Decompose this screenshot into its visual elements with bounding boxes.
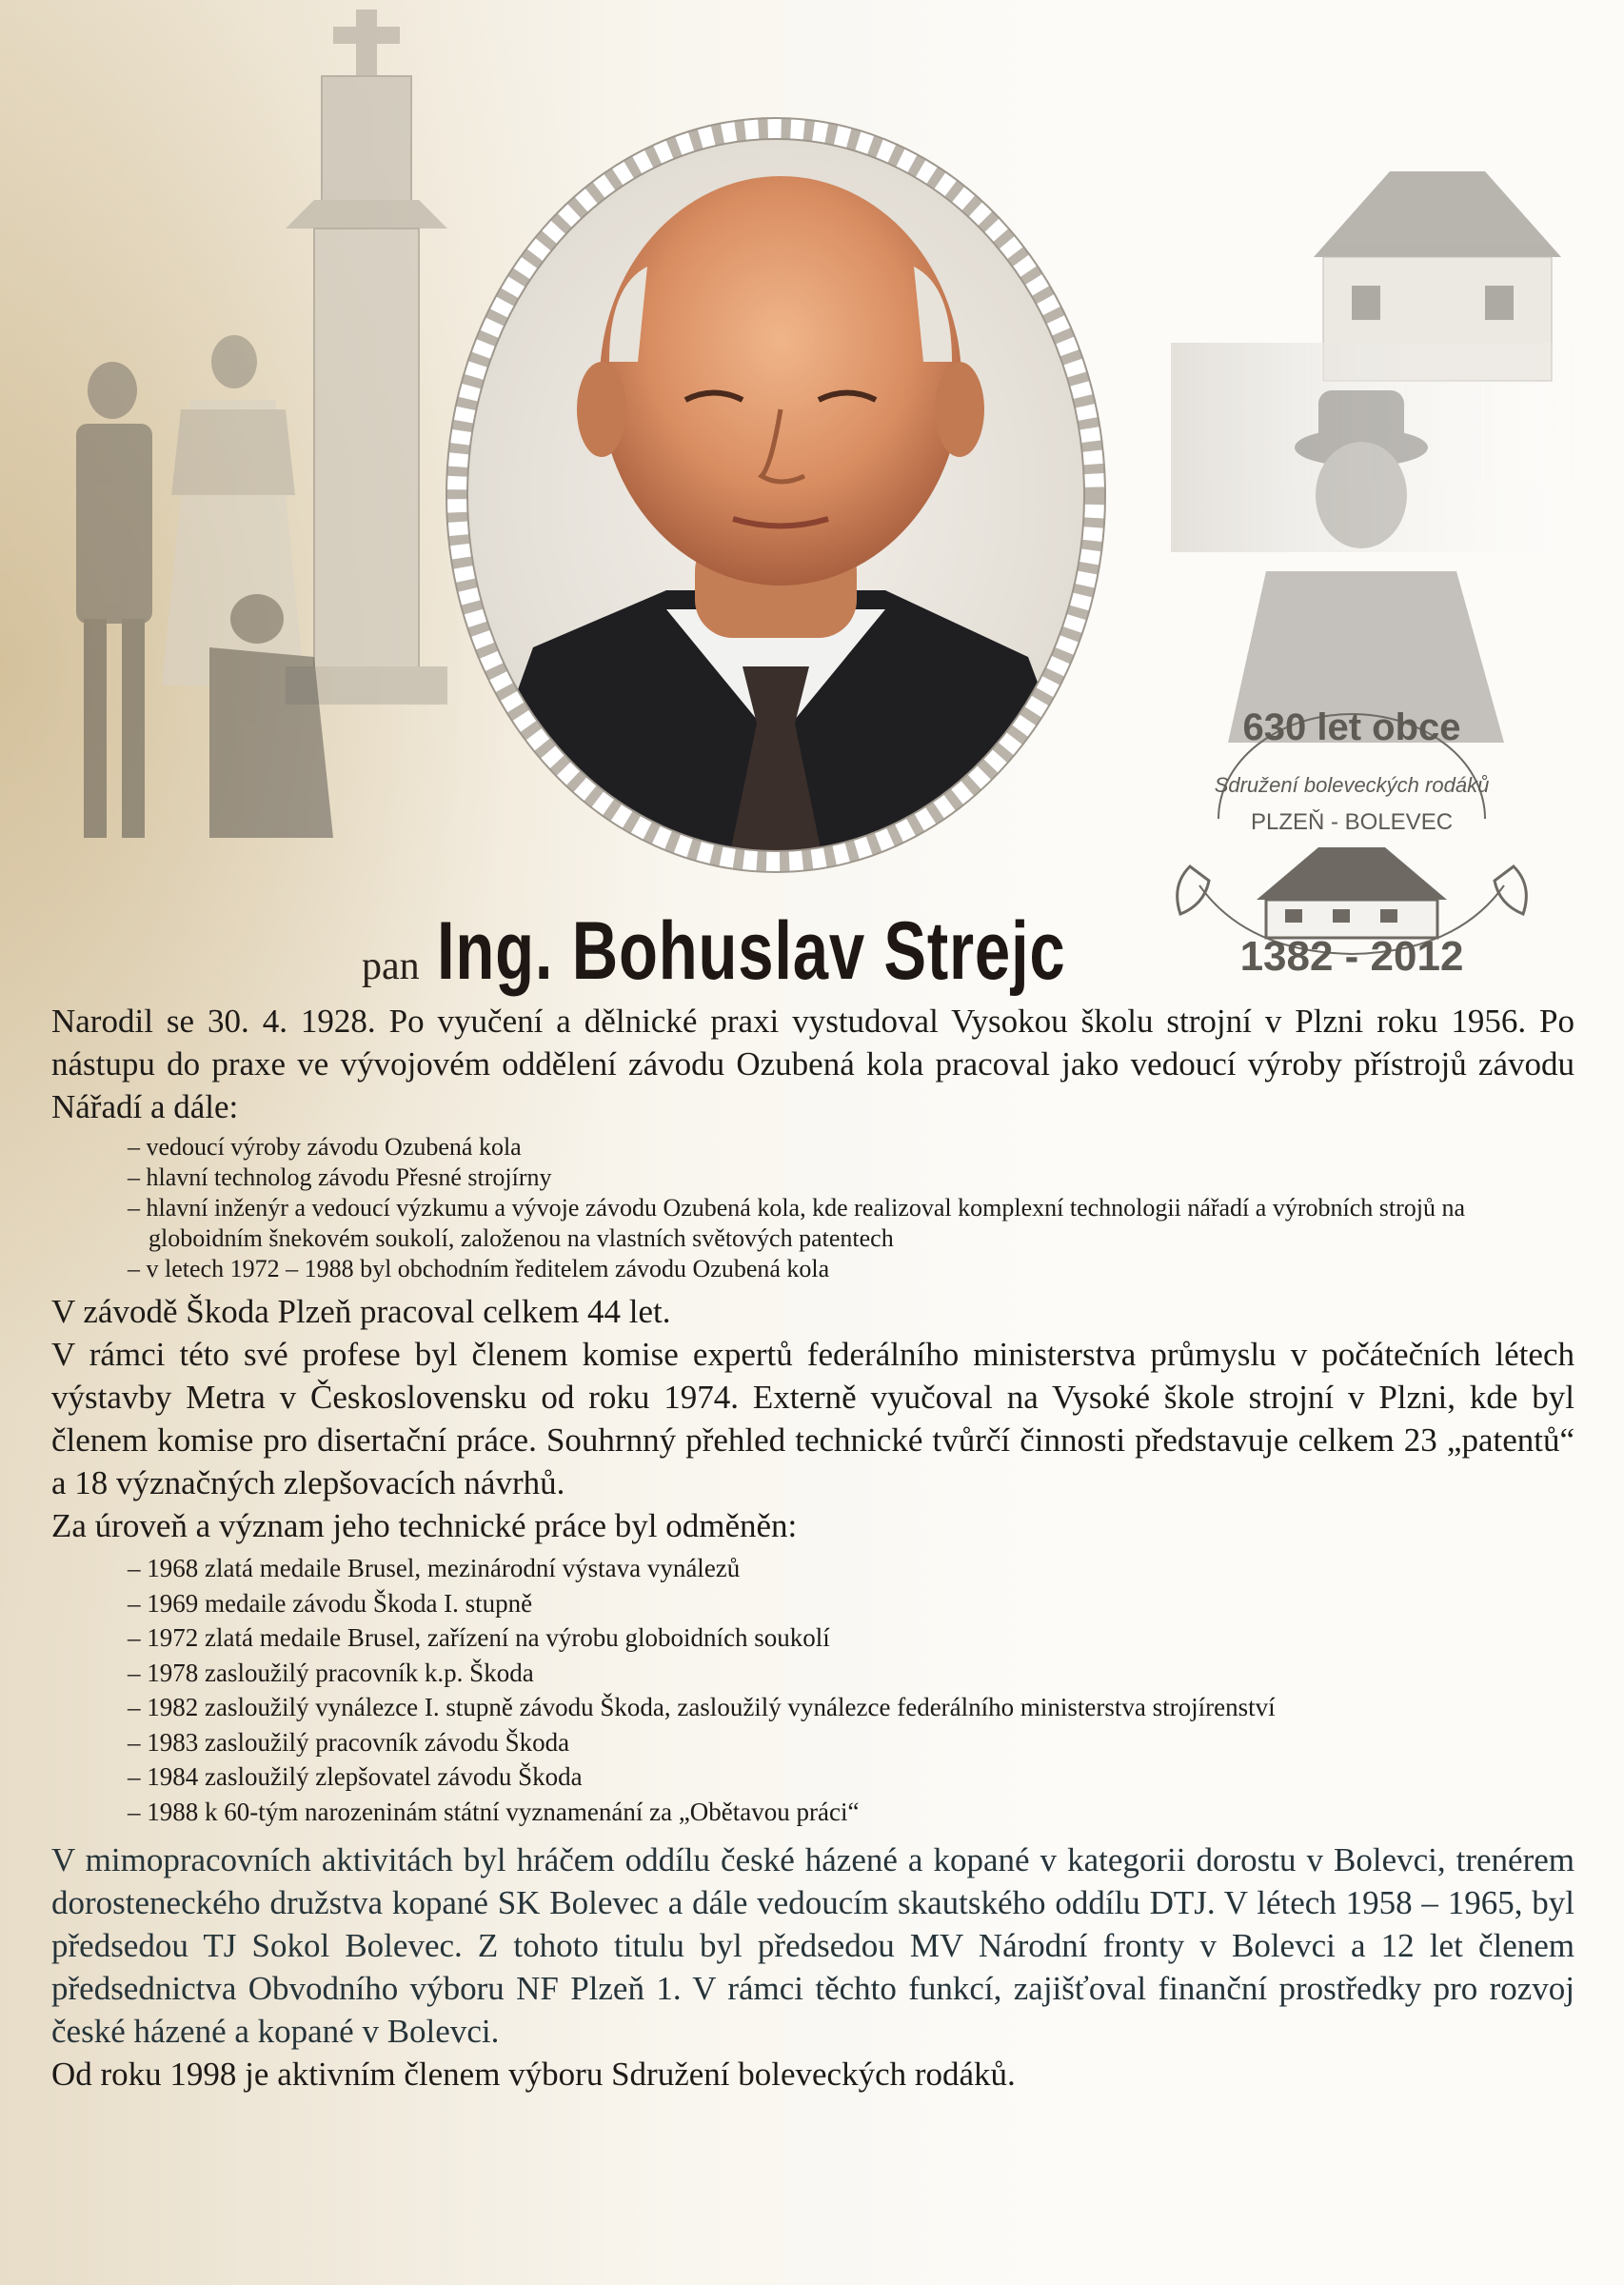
- list-item: – 1968 zlatá medaile Brusel, mezinárodní výstava vynálezů: [128, 1554, 741, 1582]
- badge-top-text: 630 let obce: [1242, 706, 1461, 748]
- person-name: Ing. Bohuslav Strejc: [436, 905, 1066, 997]
- list-item: – vedoucí výroby závodu Ozubená kola: [128, 1133, 522, 1161]
- historic-figures-photo: [76, 335, 333, 838]
- list-item: – 1988 k 60-tým narozeninám státní vyznamenání za „Obětavou práci“: [128, 1797, 860, 1826]
- page-title: [362, 904, 1218, 1000]
- biography-body: [51, 1000, 1574, 2096]
- list-item: – v letech 1972 – 1988 byl obchodním ředitelem závodu Ozubená kola: [128, 1255, 830, 1282]
- list-item: – 1982 zasloužilý vynálezce I. stupně závodu Škoda, zasloužilý vynálezce federálního ministerstva strojírenství: [128, 1693, 1276, 1721]
- list-item: – 1972 zlatá medaile Brusel, zařízení na výrobu globoidních soukolí: [128, 1623, 830, 1652]
- profession-paragraph: V rámci této své profese byl členem komise expertů federálního ministerstva průmyslu v počátečních létech výstavby Metra v Československu od roku 1974. Externě vyučoval na Vysoké škole strojní v Plzni, kde byl členem komise pro disertační práce. Souhrnný přehled technické tvůrčí činnosti představuje celkem 23 „patentů“ a 18 význačných zlepšovacích návrhů.: [51, 1336, 1574, 1501]
- list-item: – 1984 zasloužilý zlepšovatel závodu Škoda: [128, 1762, 583, 1791]
- career-list: [51, 1132, 1574, 1284]
- title-prefix: pan: [362, 944, 420, 988]
- list-item: – hlavní inženýr a vedoucí výzkumu a vývoje závodu Ozubená kola, kde realizoval komplexní technologii nářadí a výrobních strojů na globoidním šnekovém soukolí, založenou na vlastních světových patentech: [128, 1194, 1466, 1252]
- skoda-paragraph: V závodě Škoda Plzeň pracoval celkem 44 let.: [51, 1293, 671, 1330]
- awards-intro: Za úroveň a význam jeho technické práce byl odměněn:: [51, 1507, 798, 1544]
- stone-cross-icon: [286, 10, 447, 705]
- badge-ring-text: Sdružení boleveckých rodáků: [1214, 773, 1490, 797]
- list-item: – 1983 zasloužilý pracovník závodu Škoda: [128, 1727, 570, 1757]
- badge-center-text: PLZEŇ - BOLEVEC: [1250, 809, 1454, 835]
- awards-list: [51, 1551, 1574, 1829]
- list-item: – 1969 medaile závodu Škoda I. stupně: [128, 1588, 533, 1618]
- list-item: – 1978 zasloužilý pracovník k.p. Škoda: [128, 1658, 534, 1687]
- closing-paragraph: Od roku 1998 je aktivním členem výboru Sdružení boleveckých rodáků.: [51, 2056, 1016, 2093]
- list-item: – hlavní technolog závodu Přesné strojírny: [128, 1163, 552, 1191]
- activities-paragraph: V mimopracovních aktivitách byl hráčem oddílu české házené a kopané v kategorii dorostu v Bolevci, trenérem dorosteneckého družstva kopané SK Bolevec a dále vedoucím skautského oddílu DTJ. V létech 1958 – 1965, byl předsedou TJ Sokol Bolevec. Z tohoto titulu byl předsedou MV Národní fronty v Bolevci a 12 let členem předsednictva Obvodního výboru NF Plzeň 1. V rámci těchto funkcí, zajišťoval finanční prostředky pro rozvoj české házené a kopané v Bolevci.: [51, 1841, 1574, 2050]
- portrait-photo: [446, 118, 1114, 885]
- badge-years: 1382 - 2012: [1239, 933, 1464, 980]
- intro-paragraph: Narodil se 30. 4. 1928. Po vyučení a dělnické praxi vystudoval Vysokou školu strojní v Plzni roku 1956. Po nástupu do praxe ve vývojovém oddělení závodu Ozubená kola pracoval jako vedoucí výroby přístrojů závodu Nářadí a dále:: [51, 1003, 1574, 1125]
